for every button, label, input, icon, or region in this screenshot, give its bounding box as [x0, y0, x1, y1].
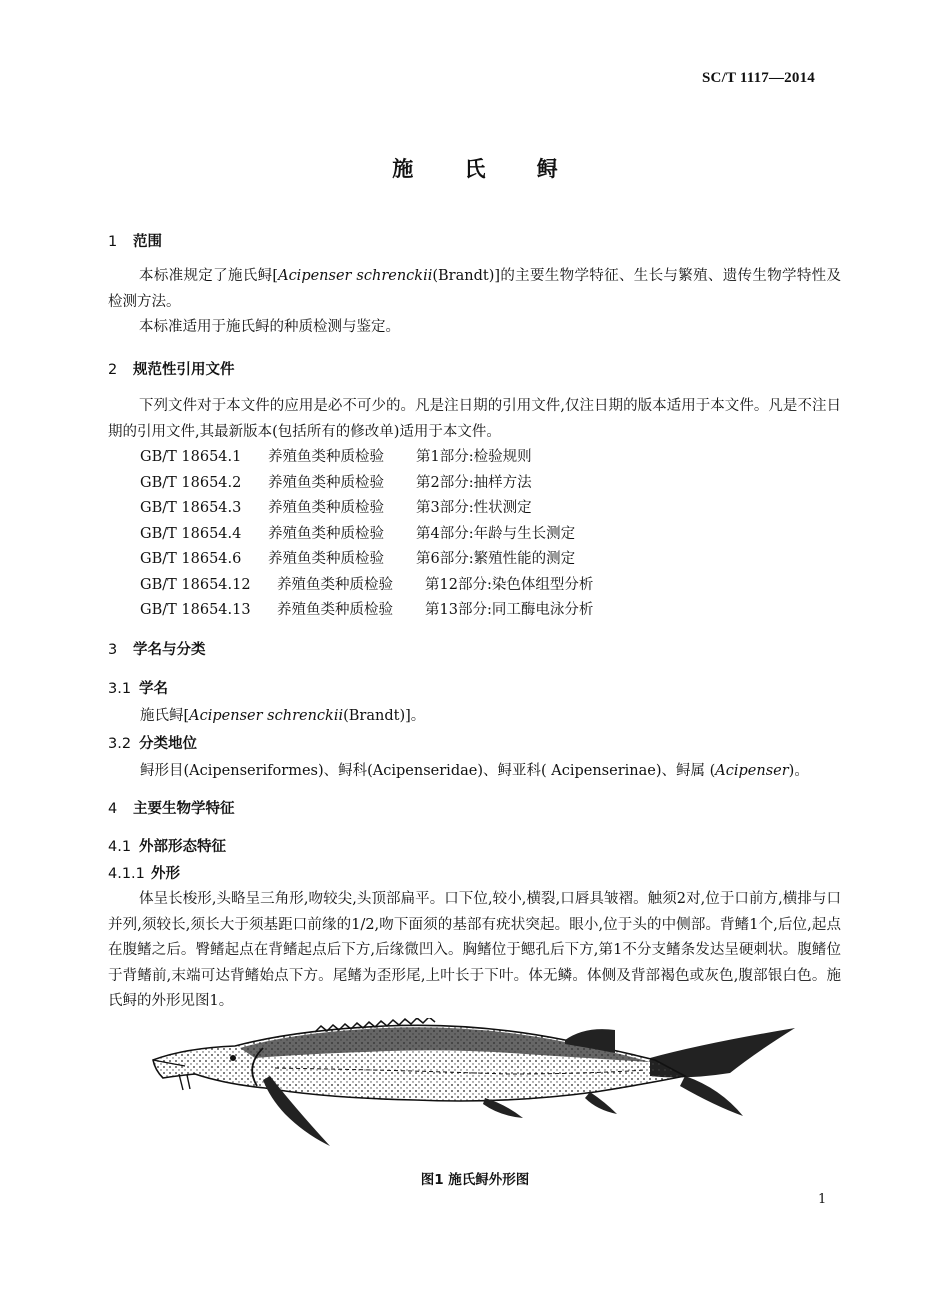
section-title: 分类地位: [139, 736, 197, 752]
section-1-body: [108, 264, 841, 341]
anal-fin: [585, 1092, 617, 1114]
section-number: 3.1: [108, 681, 132, 697]
taxonomy-text: 鲟形目(Acipenseriformes)、鲟科(Acipenseridae)、鲟亚科( Acipenserinae)、鲟属 (Acipenser)。: [140, 763, 809, 779]
morphology-paragraph: 体呈长梭形,头略呈三角形,吻较尖,头顶部扁平。口下位,较小,横裂,口唇具皱褶。触须2对,位于口前方,横排与口并列,须较长,须长大于须基距口前缘的1/2,吻下面须的基部有疣状突起。眼小,位于头的中侧部。背鳍1个,后位,起点在腹鳍之后。臀鳍起点在背鳍起点后下方,后缘微凹入。胸鳍位于鳃孔后下方,第1不分支鳍条发达呈硬刺状。腹鳍位于背鳍前,末端可达背鳍始点下方。尾鳍为歪形尾,上叶长于下叶。体无鳞。体侧及背部褐色或灰色,腹部银白色。施氏鲟的外形见图1。: [108, 891, 841, 1009]
section-4-1-1-heading: [108, 862, 180, 883]
section-2-heading: [108, 358, 235, 379]
section-3-2-heading: [108, 732, 197, 753]
sturgeon-eye: [230, 1055, 236, 1061]
section-number: 4: [108, 801, 118, 817]
figure-caption: 图1 施氏鲟外形图: [420, 1172, 530, 1188]
section-title: 主要生物学特征: [133, 801, 235, 817]
section-number: 4.1: [108, 839, 132, 855]
reference-item: GB/T 18654.1 养殖鱼类种质检验 第1部分:检验规则: [140, 449, 532, 465]
scientific-name: 施氏鲟[Acipenser schrenckii(Brandt)]。: [140, 708, 426, 724]
barbels: [179, 1074, 190, 1090]
pelvic-fin: [483, 1098, 523, 1118]
section-number: 1: [108, 234, 118, 250]
section-title: 范围: [133, 234, 162, 250]
section-number: 2: [108, 362, 118, 378]
section-title: 学名: [139, 681, 168, 697]
reference-item: GB/T 18654.12 养殖鱼类种质检验 第12部分:染色体组型分析: [140, 576, 594, 593]
section-number: 3.2: [108, 736, 132, 752]
reference-item: GB/T 18654.2 养殖鱼类种质检验 第2部分:抽样方法: [140, 474, 532, 491]
reference-item: GB/T 18654.6 养殖鱼类种质检验 第6部分:繁殖性能的测定: [140, 551, 576, 567]
reference-list: [140, 445, 593, 624]
reference-item: GB/T 18654.13 养殖鱼类种质检验 第13部分:同工酶电泳分析: [140, 602, 594, 618]
section-2-body: [108, 394, 841, 445]
section-3-1-heading: [108, 677, 168, 698]
reference-item: GB/T 18654.3 养殖鱼类种质检验 第3部分:性状测定: [140, 500, 532, 516]
scope-paragraph: 本标准规定了施氏鲟[Acipenser schrenckii(Brandt)]的主要生物学特征、生长与繁殖、遗传生物学特性及检测方法。: [108, 268, 841, 310]
section-4-heading: [108, 797, 235, 818]
section-title: 规范性引用文件: [133, 362, 235, 378]
standard-code: SC/T 1117—2014: [702, 70, 815, 86]
section-number: 3: [108, 642, 118, 658]
caudal-fin-lower: [680, 1076, 743, 1116]
section-4-1-heading: [108, 835, 226, 856]
document-title: 施 氏 鲟: [392, 157, 580, 181]
section-title: 学名与分类: [133, 642, 206, 658]
section-3-heading: [108, 638, 206, 659]
section-number: 4.1.1: [108, 866, 145, 882]
references-intro: 下列文件对于本文件的应用是必不可少的。凡是注日期的引用文件,仅注日期的版本适用于本文件。凡是不注日期的引用文件,其最新版本(包括所有的修改单)适用于本文件。: [108, 398, 841, 440]
section-title: 外形: [151, 866, 180, 882]
reference-item: GB/T 18654.4 养殖鱼类种质检验 第4部分:年龄与生长测定: [140, 525, 576, 542]
external-shape-text: [108, 887, 841, 1015]
section-1-heading: [108, 230, 162, 251]
page-number: 1: [818, 1192, 827, 1207]
applicability-paragraph: 本标准适用于施氏鲟的种质检测与鉴定。: [139, 319, 400, 335]
section-title: 外部形态特征: [139, 839, 226, 855]
sturgeon-illustration: [145, 1018, 800, 1160]
